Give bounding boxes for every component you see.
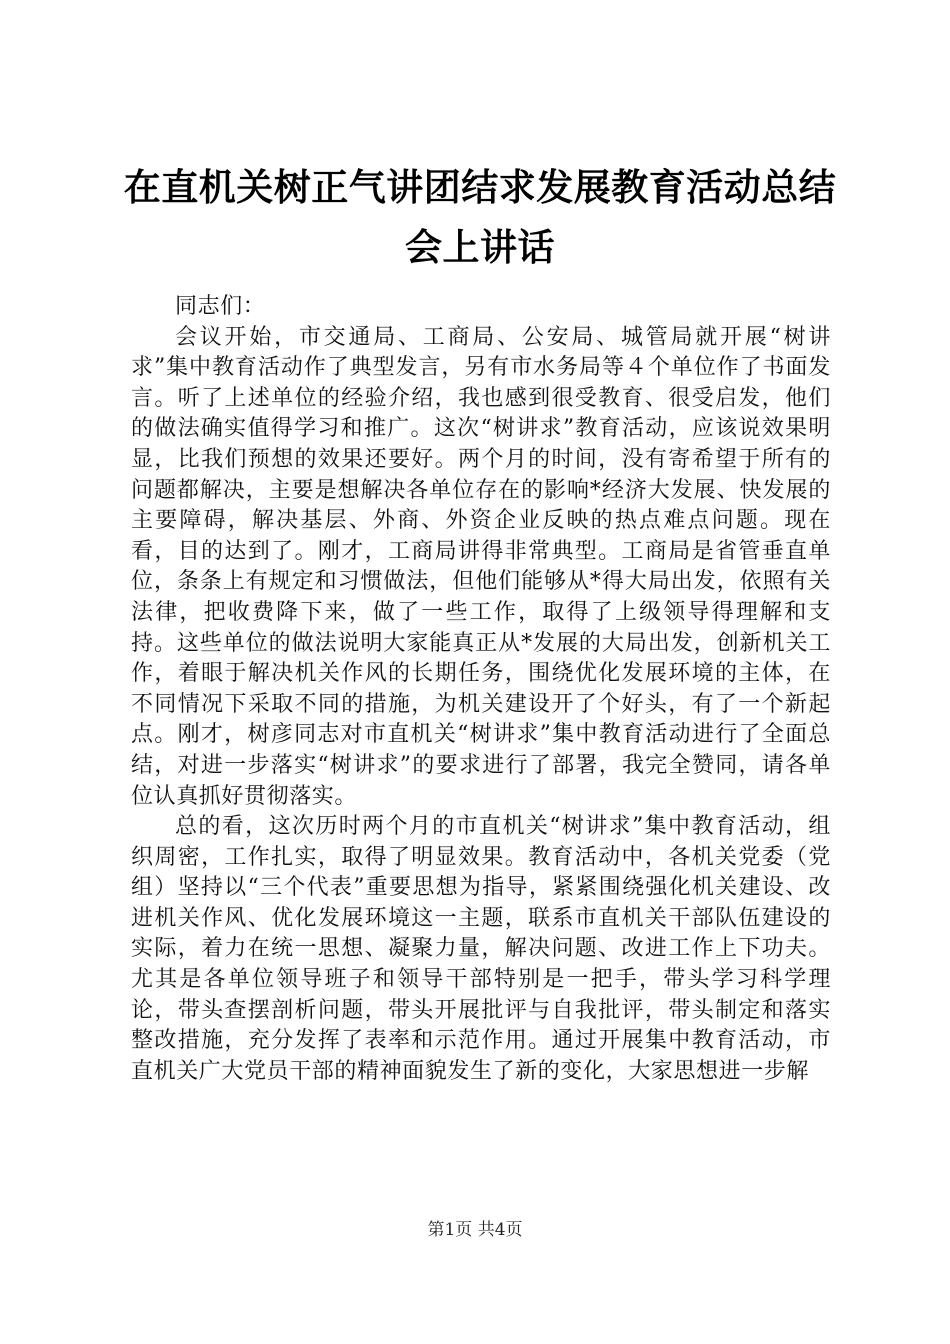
document-body	[131, 292, 831, 1087]
document-title: 在直机关树正气讲团结求发展教育活动总结会上讲话	[123, 166, 837, 269]
paragraph: 会议开始，市交通局、工商局、公安局、城管局就开展“树讲求”集中教育活动作了典型发言，另有市水务局等４个单位作了书面发言。听了上述单位的经验介绍，我也感到很受教育、很受启发，他们的做法确实值得学习和推广。这次“树讲求”教育活动，应该说效果明显，比我们预想的效果还要好。两个月的时间，没有寄希望于所有的问题都解决，主要是想解决各单位存在的影响*经济大发展、快发展的主要障碍，解决基层、外商、外资企业反映的热点难点问题。现在看，目的达到了。刚才，工商局讲得非常典型。工商局是省管垂直单位，条条上有规定和习惯做法，但他们能够从*得大局出发，依照有关法律，把收费降下来，做了一些工作，取得了上级领导得理解和支持。这些单位的做法说明大家能真正从*发展的大局出发，创新机关工作，着眼于解决机关作风的长期任务，围绕优化发展环境的主体，在不同情况下采取不同的措施，为机关建设开了个好头，有了一个新起点。刚才，树彦同志对市直机关“树讲求”集中教育活动进行了全面总结，对进一步落实“树讲求”的要求进行了部署，我完全赞同，请各单位认真抓好贯彻落实。	[131, 324, 831, 809]
salutation: 同志们：	[175, 294, 266, 319]
page-footer: 第1页 共4页	[427, 1220, 523, 1240]
paragraph: 总的看，这次历时两个月的市直机关“树讲求”集中教育活动，组织周密，工作扎实，取得了明显效果。教育活动中，各机关党委（党组）坚持以“三个代表”重要思想为指导，紧紧围绕强化机关建设、改进机关作风、优化发展环境这一主题，联系市直机关干部队伍建设的实际，着力在统一思想、凝聚力量，解决问题、改进工作上下功夫。尤其是各单位领导班子和领导干部特别是一把手，带头学习科学理论，带头查摆剖析问题，带头开展批评与自我批评，带头制定和落实整改措施，充分发挥了表率和示范作用。通过开展集中教育活动，市直机关广大党员干部的精神面貌发生了新的变化，大家思想进一步解	[131, 814, 831, 1084]
